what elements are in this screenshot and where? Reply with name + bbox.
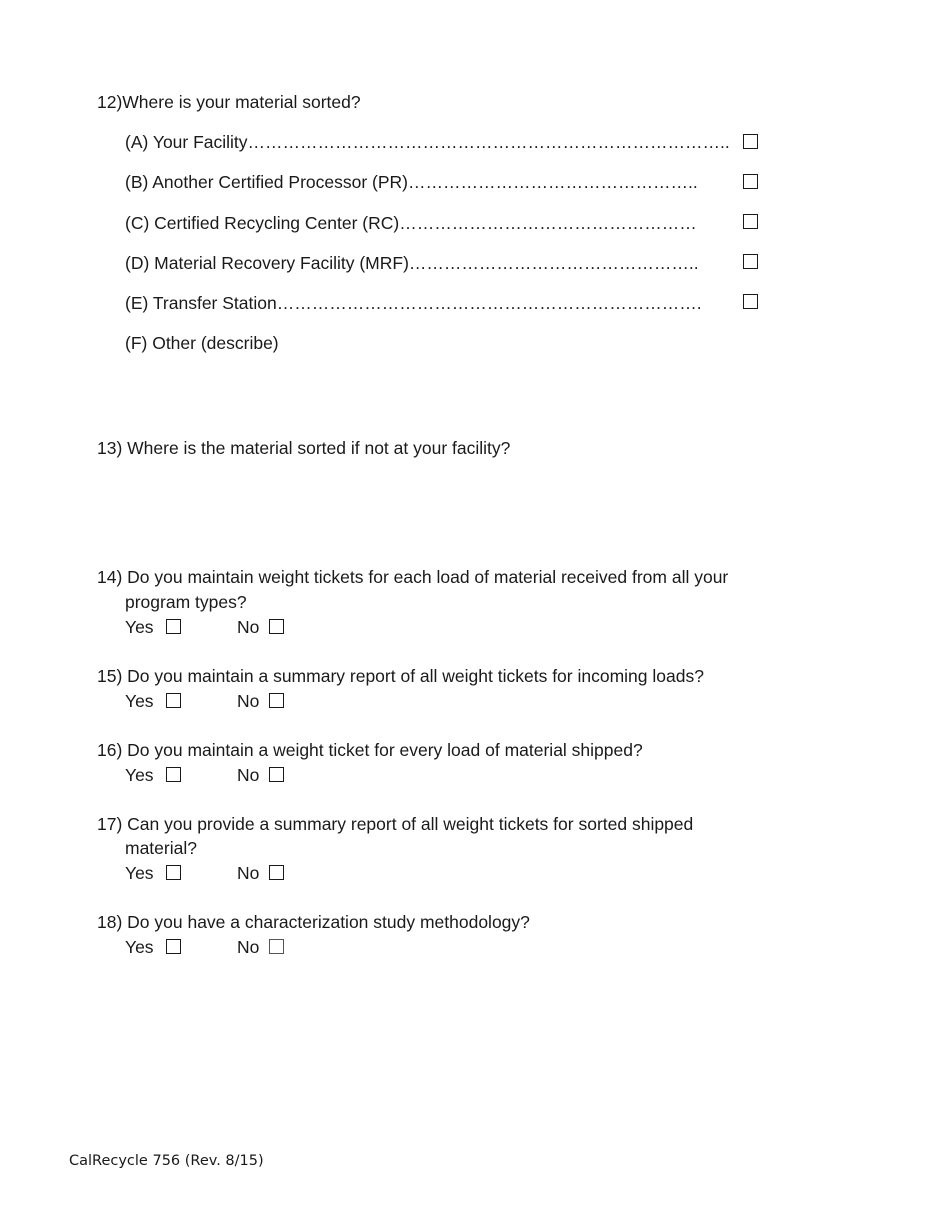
option-c-label: (C) Certified Recycling Center (RC)……………………………………………: [125, 213, 697, 233]
q18-yes-label: Yes: [125, 937, 154, 957]
option-d-checkbox[interactable]: [743, 254, 758, 269]
question-17-line2: material?: [125, 838, 197, 858]
q16-no-checkbox[interactable]: [269, 767, 284, 782]
question-14-line1: 14) Do you maintain weight tickets for each load of material received from all your: [97, 567, 729, 587]
q17-no-checkbox[interactable]: [269, 865, 284, 880]
q16-no-label: No: [237, 765, 260, 785]
option-d-label: (D) Material Recovery Facility (MRF)…………………………………………..: [125, 253, 699, 273]
form-footer: CalRecycle 756 (Rev. 8/15): [69, 1153, 264, 1169]
q17-no-label: No: [237, 863, 260, 883]
q18-no-checkbox[interactable]: [269, 939, 284, 954]
q17-yes-checkbox[interactable]: [166, 865, 181, 880]
option-c-checkbox[interactable]: [743, 214, 758, 229]
q14-no-label: No: [237, 617, 260, 637]
q15-yes-label: Yes: [125, 691, 154, 711]
q15-yes-checkbox[interactable]: [166, 693, 181, 708]
question-17-line1: 17) Can you provide a summary report of all weight tickets for sorted shipped: [97, 814, 694, 834]
q16-yes-checkbox[interactable]: [166, 767, 181, 782]
q15-no-label: No: [237, 691, 260, 711]
option-b-label: (B) Another Certified Processor (PR)…………………………………………..: [125, 172, 698, 192]
q18-no-label: No: [237, 937, 260, 957]
option-e-label: (E) Transfer Station……………………………………………………………….: [125, 293, 702, 313]
q14-no-checkbox[interactable]: [269, 619, 284, 634]
q17-yes-label: Yes: [125, 863, 154, 883]
q16-yes-label: Yes: [125, 765, 154, 785]
question-18: 18) Do you have a characterization study methodology?: [97, 912, 530, 932]
q15-no-checkbox[interactable]: [269, 693, 284, 708]
q14-yes-checkbox[interactable]: [166, 619, 181, 634]
option-a-label: (A) Your Facility………………………………………………………………………..: [125, 132, 730, 152]
option-a-checkbox[interactable]: [743, 134, 758, 149]
question-15: 15) Do you maintain a summary report of all weight tickets for incoming loads?: [97, 666, 704, 686]
q14-yes-label: Yes: [125, 617, 154, 637]
q18-yes-checkbox[interactable]: [166, 939, 181, 954]
option-f-label: (F) Other (describe): [125, 333, 279, 353]
question-13: 13) Where is the material sorted if not at your facility?: [97, 438, 511, 458]
option-b-checkbox[interactable]: [743, 174, 758, 189]
question-12: 12)Where is your material sorted?: [97, 92, 361, 112]
question-16: 16) Do you maintain a weight ticket for every load of material shipped?: [97, 740, 643, 760]
option-e-checkbox[interactable]: [743, 294, 758, 309]
question-14-line2: program types?: [125, 592, 247, 612]
